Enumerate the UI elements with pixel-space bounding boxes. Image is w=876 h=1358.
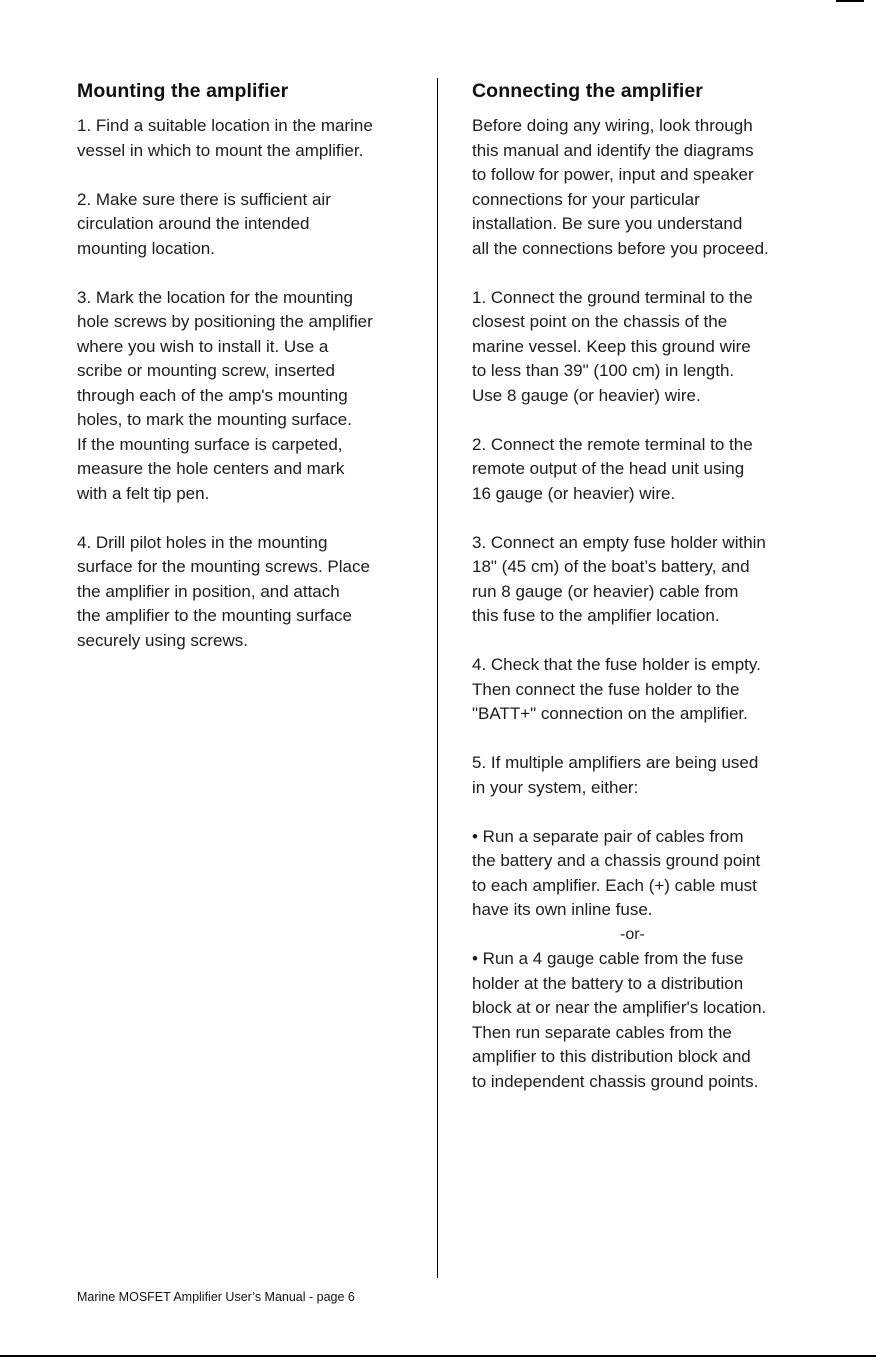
bottom-rule — [0, 1355, 876, 1357]
option-b-bullet: • Run a 4 gauge cable from the fuse holder at the battery to a distribution block at or near the amplifier's location. Then run separate cables from the amplifier to this distribution block and to independent chassis ground points. — [472, 949, 767, 1091]
corner-crop-mark — [836, 0, 864, 2]
mounting-step-1: 1. Find a suitable location in the marine vessel in which to mount the amplifier. — [77, 116, 373, 160]
or-separator: -or- — [620, 925, 645, 943]
section-heading-mounting: Mounting the amplifier — [77, 80, 289, 102]
option-a-bullet: • Run a separate pair of cables from the battery and a chassis ground point to each amplifier. Each (+) cable must have its own inline fuse. — [472, 826, 761, 919]
connecting-step-2: 2. Connect the remote terminal to the remote output of the head unit using 16 gauge (or heavier) wire. — [472, 434, 753, 503]
connecting-intro: Before doing any wiring, look through this manual and identify the diagrams to follow for power, input and speaker connections for your particular installation. Be sure you understand all the connections before you proceed. — [472, 116, 769, 258]
section-heading-connecting: Connecting the amplifier — [472, 80, 704, 102]
right-column — [472, 79, 817, 1119]
left-column — [77, 79, 417, 678]
mounting-step-4: 4. Drill pilot holes in the mounting surface for the mounting screws. Place the amplifier in position, and attach the amplifier to the mounting surface securely using screws. — [77, 532, 370, 650]
mounting-step-2: 2. Make sure there is sufficient air circulation around the intended mounting location. — [77, 189, 331, 258]
connecting-step-4: 4. Check that the fuse holder is empty. Then connect the fuse holder to the "BATT+" connection on the amplifier. — [472, 655, 761, 723]
connecting-step-5: 5. If multiple amplifiers are being used in your system, either: — [472, 753, 759, 797]
page-footer: Marine MOSFET Amplifier User’s Manual - page 6 — [77, 1290, 355, 1304]
connecting-step-3: 3. Connect an empty fuse holder within 18" (45 cm) of the boat’s battery, and run 8 gauge (or heavier) cable from this fuse to the amplifier location. — [472, 532, 766, 625]
mounting-step-3: 3. Mark the location for the mounting hole screws by positioning the amplifier where you wish to install it. Use a scribe or mounting screw, inserted through each of the amp's mounting holes, to mark the mounting surface. If the mounting surface is carpeted, measure the hole centers and mark with a felt tip pen. — [77, 287, 373, 503]
connecting-step-1: 1. Connect the ground terminal to the closest point on the chassis of the marine vessel. Keep this ground wire to less than 39" (100 cm) in length. Use 8 gauge (or heavier) wire. — [472, 287, 753, 405]
column-divider — [437, 78, 438, 1278]
